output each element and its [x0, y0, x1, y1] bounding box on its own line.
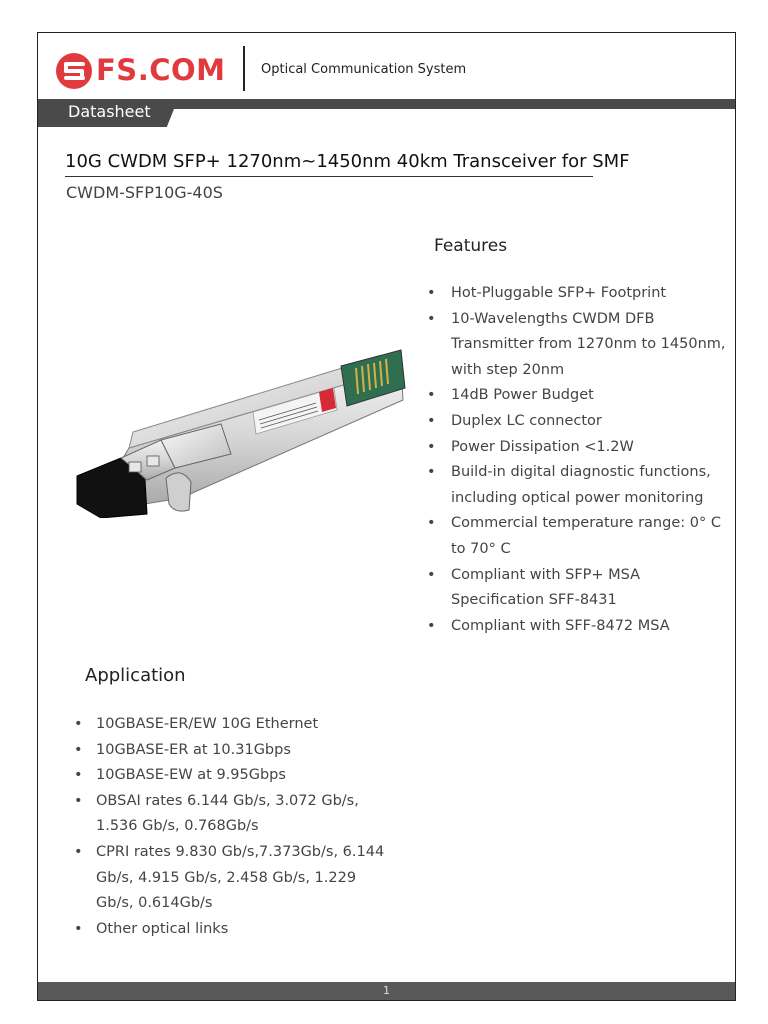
brand-tagline: Optical Communication System	[261, 62, 467, 77]
list-item: • Compliant with SFF-8472 MSA	[427, 614, 727, 640]
application-list	[74, 712, 394, 942]
product-model: CWDM-SFP10G-40S	[66, 183, 223, 202]
datasheet-page	[37, 32, 736, 1001]
list-item: • Hot-Pluggable SFP+ Footprint	[427, 281, 727, 307]
list-item: • 10GBASE-EW at 9.95Gbps	[74, 763, 394, 789]
list-item: • 14dB Power Budget	[427, 383, 727, 409]
banner-label: Datasheet	[68, 102, 151, 121]
list-item: • Build-in digital diagnostic functions, including optical power monitoring	[427, 460, 727, 511]
features-heading: Features	[434, 236, 508, 256]
list-item: • Compliant with SFP+ MSA Specification SFF-8431	[427, 563, 727, 614]
list-item: • CPRI rates 9.830 Gb/s,7.373Gb/s, 6.144 Gb/s, 4.915 Gb/s, 2.458 Gb/s, 1.229 Gb/s, 0.614Gb/s	[74, 840, 394, 917]
list-item: • Other optical links	[74, 917, 394, 943]
page-number: 1	[383, 984, 390, 997]
brand-name: FS.COM	[96, 53, 226, 87]
list-item: • 10-Wavelengths CWDM DFB Transmitter from 1270nm to 1450nm, with step 20nm	[427, 307, 727, 384]
title-underline	[65, 176, 593, 177]
list-item: • Power Dissipation <1.2W	[427, 435, 727, 461]
features-list	[427, 281, 727, 639]
header-divider	[243, 46, 245, 91]
product-title: 10G CWDM SFP+ 1270nm~1450nm 40km Transceiver for SMF	[65, 151, 630, 172]
list-item: • Commercial temperature range: 0° C to 70° C	[427, 511, 727, 562]
list-item: • Duplex LC connector	[427, 409, 727, 435]
fs-logo-icon	[55, 51, 93, 91]
datasheet-banner	[38, 99, 735, 127]
list-item: • 10GBASE-ER/EW 10G Ethernet	[74, 712, 394, 738]
footer-bar	[38, 982, 735, 1000]
sfp-transceiver-image	[71, 328, 416, 518]
list-item: • OBSAI rates 6.144 Gb/s, 3.072 Gb/s, 1.536 Gb/s, 0.768Gb/s	[74, 789, 394, 840]
list-item: • 10GBASE-ER at 10.31Gbps	[74, 738, 394, 764]
application-heading: Application	[85, 665, 186, 686]
